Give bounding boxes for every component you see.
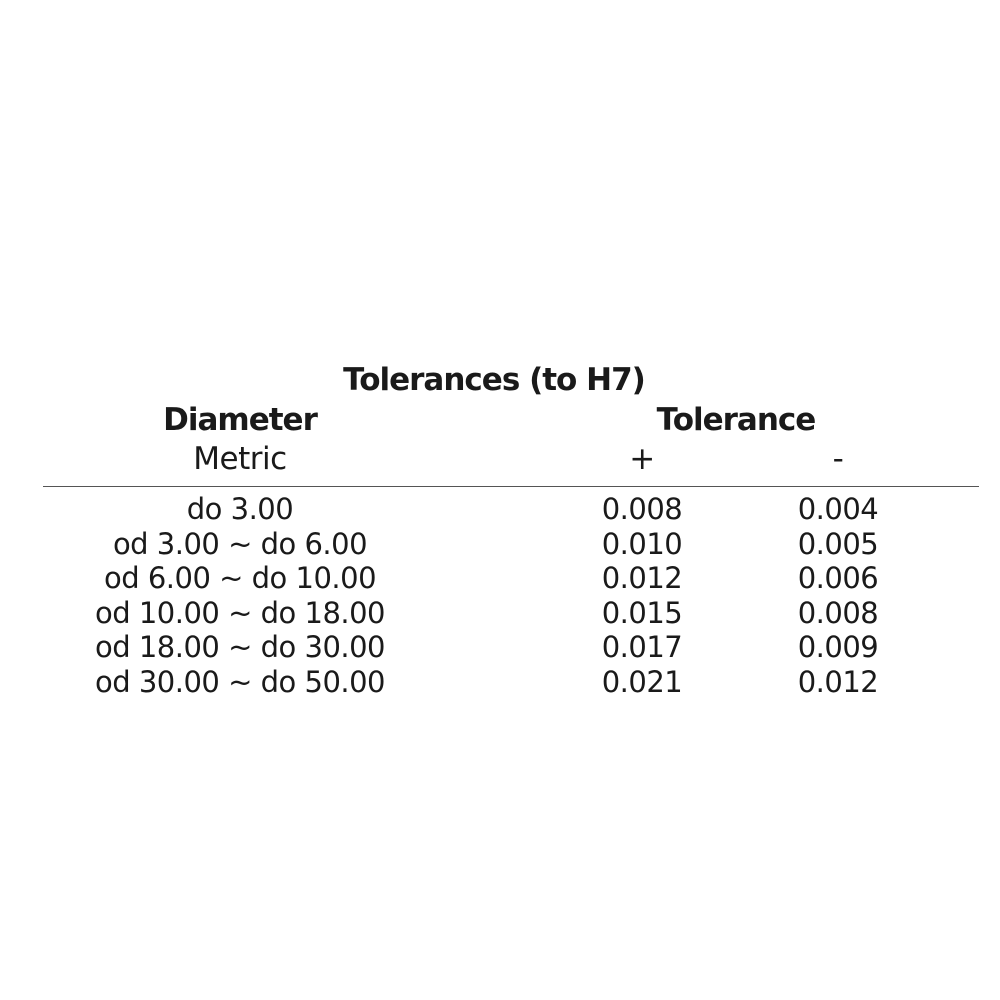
table-row — [0, 665, 1000, 702]
plus-tolerance-cell: 0.008 — [601, 492, 683, 526]
minus-tolerance-cell: 0.006 — [797, 561, 879, 595]
minus-subheader: - — [832, 441, 844, 477]
table-row — [0, 630, 1000, 667]
plus-subheader: + — [629, 441, 655, 477]
plus-tolerance-cell: 0.010 — [601, 527, 683, 561]
metric-subheader: Metric — [193, 441, 287, 477]
plus-tolerance-cell: 0.021 — [601, 665, 683, 699]
diameter-range-cell: od 30.00 ~ do 50.00 — [94, 665, 386, 699]
tolerance-header: Tolerance — [656, 402, 816, 438]
minus-tolerance-cell: 0.004 — [797, 492, 879, 526]
plus-tolerance-cell: 0.012 — [601, 561, 683, 595]
diameter-range-cell: do 3.00 — [186, 492, 294, 526]
table-row — [0, 596, 1000, 633]
diameter-range-cell: od 10.00 ~ do 18.00 — [94, 596, 386, 630]
minus-tolerance-cell: 0.008 — [797, 596, 879, 630]
header-divider — [43, 486, 979, 487]
table-row — [0, 527, 1000, 564]
minus-tolerance-cell: 0.009 — [797, 630, 879, 664]
table-title: Tolerances (to H7) — [343, 362, 645, 398]
diameter-range-cell: od 3.00 ~ do 6.00 — [112, 527, 368, 561]
diameter-range-cell: od 6.00 ~ do 10.00 — [103, 561, 377, 595]
table-row — [0, 561, 1000, 598]
diameter-header: Diameter — [163, 402, 317, 438]
plus-tolerance-cell: 0.015 — [601, 596, 683, 630]
table-row — [0, 492, 1000, 529]
minus-tolerance-cell: 0.012 — [797, 665, 879, 699]
plus-tolerance-cell: 0.017 — [601, 630, 683, 664]
diameter-range-cell: od 18.00 ~ do 30.00 — [94, 630, 386, 664]
minus-tolerance-cell: 0.005 — [797, 527, 879, 561]
